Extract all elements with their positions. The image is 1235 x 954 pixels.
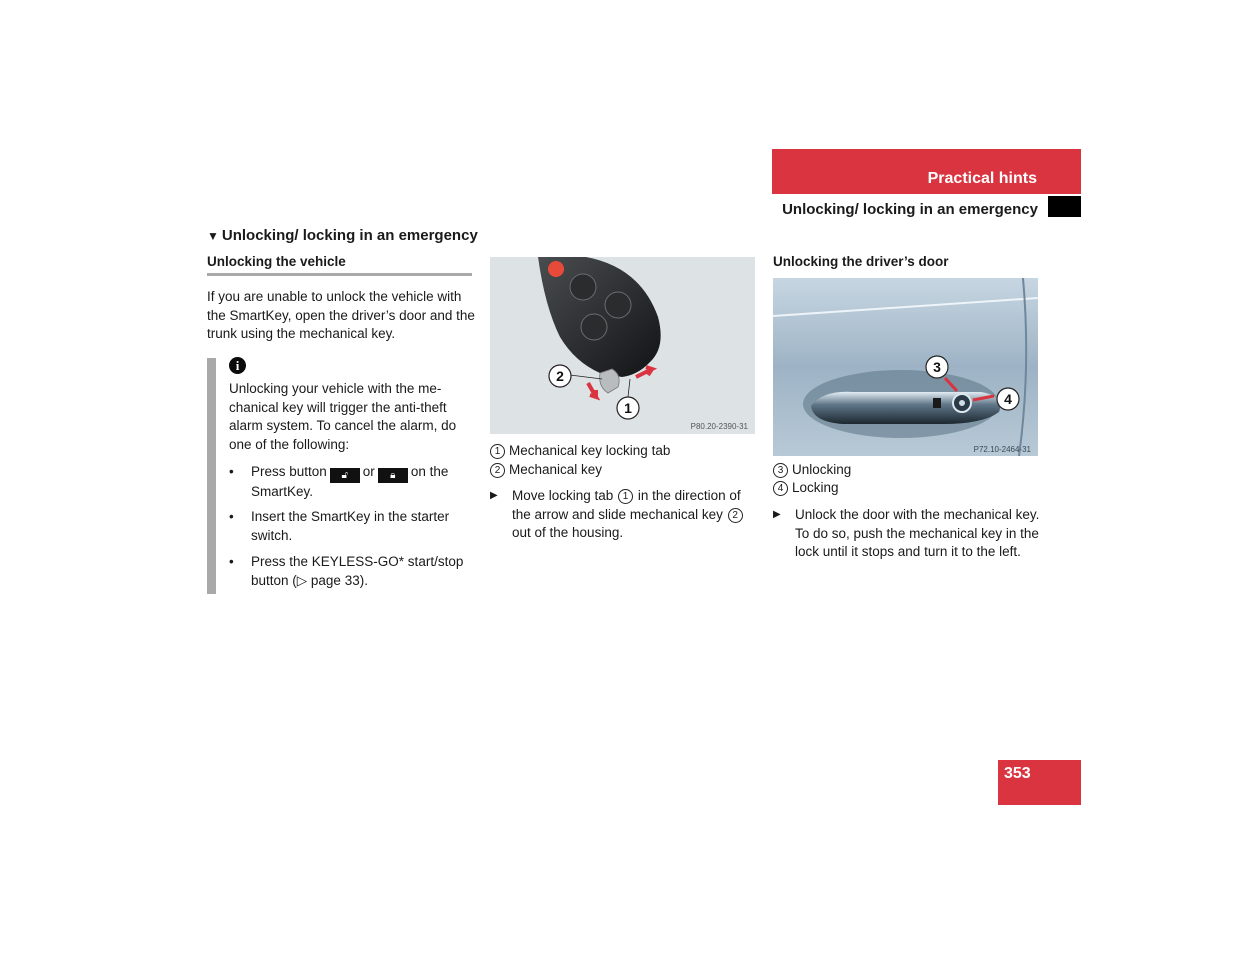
step-move-locking-tab: Move locking tab 1 in the direction of the arrow and slide mechanical key 2 out of the housing. bbox=[512, 488, 741, 541]
svg-text:4: 4 bbox=[1004, 391, 1012, 407]
step-unlock-door: Unlock the door with the mechanical key. To do so, push the mechanical key in the lock until it stops and turn it to the left. bbox=[795, 507, 1040, 560]
section-marker bbox=[1048, 196, 1081, 217]
callout-number: 1 bbox=[618, 489, 633, 504]
lock-button-icon: 🔒︎ bbox=[378, 468, 408, 483]
callout-number: 4 bbox=[773, 481, 788, 496]
leader-line-1 bbox=[628, 379, 630, 397]
svg-text:3: 3 bbox=[933, 359, 941, 375]
page-number: 353 bbox=[998, 760, 1081, 805]
section-title: Practical hints bbox=[927, 170, 1037, 187]
bullet-marker: • bbox=[229, 464, 234, 479]
callout-number: 3 bbox=[773, 463, 788, 478]
figure-code: P80.20-2390-31 bbox=[690, 422, 748, 431]
section-tab bbox=[772, 149, 1081, 194]
callout-3 bbox=[926, 356, 948, 378]
legend-item: 4 Locking bbox=[773, 479, 839, 498]
legend-item: 3 Unlocking bbox=[773, 461, 851, 480]
callout-number: 2 bbox=[728, 508, 743, 523]
info-bullet-3: Press the KEYLESS-GO* start/stop button (▷ page 33). bbox=[251, 554, 464, 588]
callout-number: 2 bbox=[490, 463, 505, 478]
info-bullet-1: Press button 🔓︎ or 🔒︎ on the SmartKey. bbox=[251, 464, 449, 499]
subheading-rule bbox=[207, 273, 472, 276]
svg-text:2: 2 bbox=[556, 368, 564, 384]
intro-paragraph: If you are unable to unlock the vehicle with the SmartKey, open the driver’s door and the trunk using the mechanical key. bbox=[207, 289, 475, 342]
subheading-unlocking-vehicle: Unlocking the vehicle bbox=[207, 254, 346, 269]
key-button-trunk bbox=[605, 292, 631, 318]
smartkey-illustration bbox=[490, 257, 755, 434]
panic-button bbox=[548, 261, 564, 277]
step-arrow-icon: ▶ bbox=[773, 509, 781, 520]
page-heading bbox=[207, 227, 478, 244]
step-arrow-icon: ▶ bbox=[490, 490, 498, 501]
handle-slot bbox=[933, 398, 941, 408]
info-bullet-2: Insert the SmartKey in the starter switch. bbox=[251, 509, 450, 543]
callout-number: 1 bbox=[490, 444, 505, 459]
door-handle-illustration bbox=[773, 278, 1038, 456]
page-heading-text: Unlocking/ locking in an emergency bbox=[221, 227, 478, 244]
info-text: Unlocking your vehicle with the me-chanical key will trigger the anti-theft alarm system. To cancel the alarm, do one of the following: bbox=[229, 381, 457, 452]
svg-text:1: 1 bbox=[624, 400, 632, 416]
subsection-title: Unlocking/ locking in an emergency bbox=[782, 201, 1038, 218]
info-box-bar bbox=[207, 358, 216, 594]
mechanical-key-tab bbox=[600, 369, 619, 393]
unlock-button-icon: 🔓︎ bbox=[330, 468, 360, 483]
bullet-marker: • bbox=[229, 509, 234, 524]
info-icon: i bbox=[229, 357, 246, 374]
smartkey-figure bbox=[490, 257, 755, 434]
bullet-marker: • bbox=[229, 554, 234, 569]
figure-code: P72.10-2464-31 bbox=[973, 445, 1031, 454]
door-figure bbox=[773, 278, 1038, 456]
key-button-unlock bbox=[581, 314, 607, 340]
leader-line-2 bbox=[570, 375, 602, 379]
key-button-lock bbox=[570, 274, 596, 300]
callout-1 bbox=[617, 397, 639, 419]
callout-4 bbox=[997, 388, 1019, 410]
door-handle bbox=[811, 392, 1000, 424]
keyhole-icon bbox=[959, 400, 965, 406]
triangle-down-icon: ▼ bbox=[207, 229, 219, 243]
legend-item: 1 Mechanical key locking tab bbox=[490, 442, 670, 461]
arrow-down-icon bbox=[588, 383, 596, 397]
callout-2 bbox=[549, 365, 571, 387]
subheading-unlocking-door: Unlocking the driver’s door bbox=[773, 254, 949, 269]
legend-item: 2 Mechanical key bbox=[490, 461, 602, 480]
